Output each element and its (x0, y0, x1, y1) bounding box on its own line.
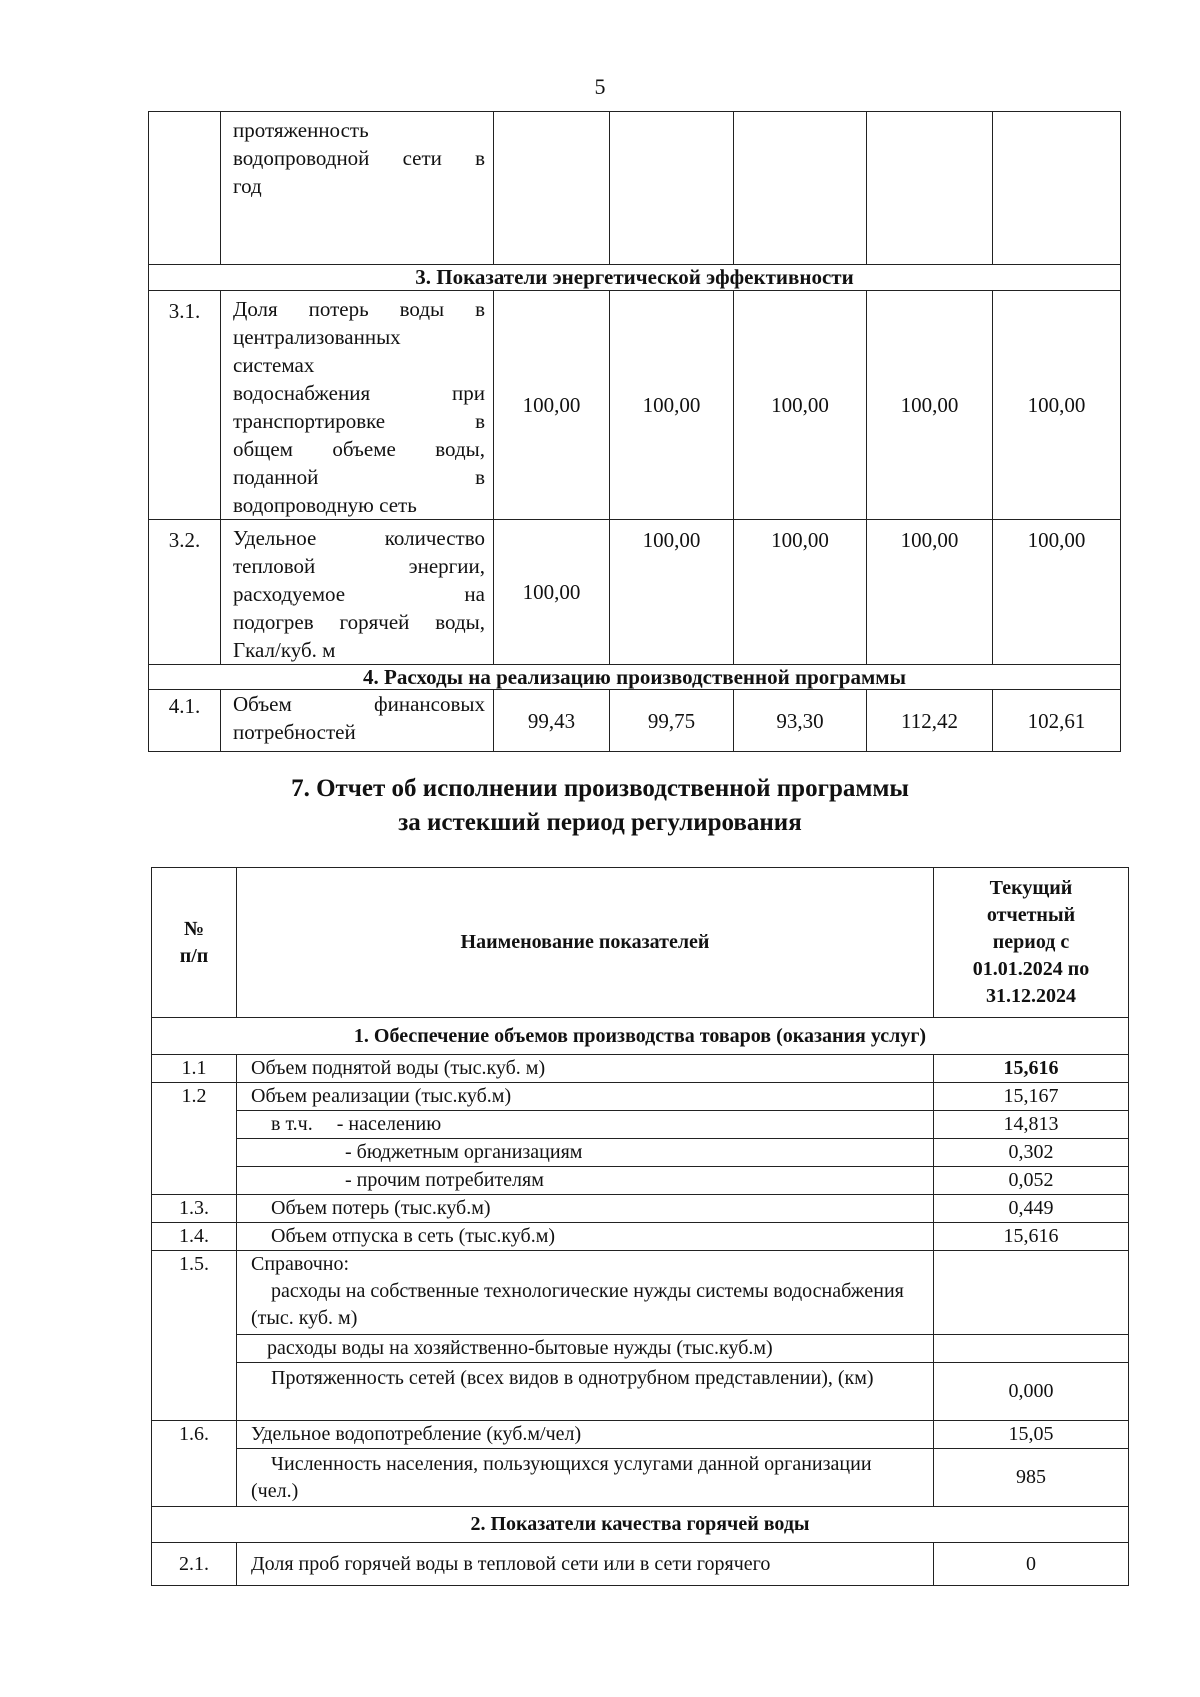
name-line: системах (233, 353, 315, 377)
table-row (152, 1363, 1129, 1421)
row-number: 1.3. (152, 1195, 237, 1223)
name-line: протяженность (233, 118, 369, 142)
value-cell: 100,00 (734, 520, 867, 665)
name-line: Объем финансовых (233, 692, 485, 716)
value-cell: 100,00 (867, 520, 993, 665)
section-title: 3. Показатели энергетической эффективности (149, 265, 1121, 291)
indicator-value: 0,449 (934, 1195, 1129, 1223)
row-number: 1.5. (152, 1251, 237, 1421)
indicator-name: Объем отпуска в сеть (тыс.куб.м) (237, 1223, 934, 1251)
value-cell: 100,00 (610, 520, 734, 665)
row-number: 4.1. (149, 690, 221, 752)
row-number: 1.6. (152, 1421, 237, 1507)
name-line: потребностей (233, 720, 356, 744)
section-title: 2. Показатели качества горячей воды (152, 1507, 1129, 1543)
indicator-value: 0 (934, 1543, 1129, 1586)
indicator-name (237, 1251, 934, 1335)
name-header: Наименование показателей (237, 868, 934, 1018)
report-heading-line2: за истекший период регулирования (398, 809, 802, 836)
indicator-value (934, 1251, 1129, 1335)
table-row (152, 1139, 1129, 1167)
section-title: 1. Обеспечение объемов производства товаров (оказания услуг) (152, 1018, 1129, 1055)
value-cell: 100,00 (494, 291, 610, 520)
value-cell: 100,00 (867, 291, 993, 520)
table-row (152, 1195, 1129, 1223)
value-cell (610, 112, 734, 265)
table-row (149, 690, 1121, 752)
table-row (152, 1449, 1129, 1507)
value-cell: 99,75 (610, 690, 734, 752)
indicator-name: расходы воды на хозяйственно-бытовые нужды (тыс.куб.м) (237, 1335, 934, 1363)
value-cell (993, 112, 1121, 265)
report-heading-line1: 7. Отчет об исполнении производственной программы (291, 775, 909, 802)
indicator-name: Объем потерь (тыс.куб.м) (237, 1195, 934, 1223)
indicator-name: Объем поднятой воды (тыс.куб. м) (237, 1055, 934, 1083)
indicator-value: 0,302 (934, 1139, 1129, 1167)
header-row (152, 868, 1129, 1018)
value-cell (734, 112, 867, 265)
table-row (152, 1223, 1129, 1251)
value-cell: 99,43 (494, 690, 610, 752)
section-row (152, 1507, 1129, 1543)
name-line: Доля потерь воды в (233, 297, 485, 321)
name-line: общем объеме воды, (233, 437, 485, 461)
table-row (152, 1543, 1129, 1586)
period-line: 31.12.2024 (986, 985, 1076, 1007)
indicator-value: 15,05 (934, 1421, 1129, 1449)
row-number: 1.1 (152, 1055, 237, 1083)
table-row (152, 1111, 1129, 1139)
value-cell: 100,00 (494, 520, 610, 665)
report-table (151, 867, 1129, 1586)
table-row (149, 520, 1121, 665)
table-row (152, 1251, 1129, 1335)
indicator-value: 985 (934, 1449, 1129, 1507)
section-row (149, 265, 1121, 291)
value-cell: 100,00 (734, 291, 867, 520)
name-line: централизованных (233, 325, 401, 349)
table-row (149, 112, 1121, 265)
indicator-name-cell (221, 291, 494, 520)
name-line: расходуемое на (233, 582, 485, 606)
indicator-name: Доля проб горячей воды в тепловой сети или в сети горячего (237, 1543, 934, 1586)
row-number: 3.1. (149, 291, 221, 520)
reference-title: Справочно: (251, 1253, 350, 1275)
num-cell (149, 112, 221, 265)
name-line: водопроводную сеть (233, 493, 417, 517)
value-cell (494, 112, 610, 265)
period-header (934, 868, 1129, 1018)
name-line: поданной в (233, 465, 485, 489)
row-number: 3.2. (149, 520, 221, 665)
section-row (149, 665, 1121, 690)
indicator-value (934, 1335, 1129, 1363)
table-row (152, 1055, 1129, 1083)
num-header-text: № п/п (179, 917, 209, 967)
indicator-name: Объем реализации (тыс.куб.м) (237, 1083, 934, 1111)
value-cell: 102,61 (993, 690, 1121, 752)
indicators-table (148, 111, 1121, 752)
indicator-name-cell (221, 520, 494, 665)
period-line: 01.01.2024 по (972, 958, 1090, 980)
reference-text: расходы на собственные технологические нужды системы водоснабжения (тыс. куб. м) (251, 1280, 904, 1329)
indicator-name: Протяженность сетей (всех видов в однотрубном представлении), (км) (237, 1363, 934, 1421)
name-line: тепловой энергии, (233, 554, 485, 578)
name-line: Гкал/куб. м (233, 638, 336, 662)
indicator-value: 15,616 (934, 1055, 1129, 1083)
indicator-value: 14,813 (934, 1111, 1129, 1139)
name-line: год (233, 174, 262, 198)
indicator-value: 0,000 (934, 1363, 1129, 1421)
subitem-name: - населению (336, 1113, 442, 1135)
num-header (152, 868, 237, 1018)
row-number: 1.4. (152, 1223, 237, 1251)
table-row (152, 1083, 1129, 1111)
value-cell (867, 112, 993, 265)
period-line: Текущий (989, 877, 1073, 899)
period-line: отчетный (986, 904, 1076, 926)
indicator-name: Удельное водопотребление (куб.м/чел) (237, 1421, 934, 1449)
name-line: транспортировке в (233, 409, 485, 433)
table-row (152, 1167, 1129, 1195)
indicator-name: Численность населения, пользующихся услугами данной организации (чел.) (237, 1449, 934, 1507)
row-number: 1.2 (152, 1083, 237, 1195)
page-number: 5 (594, 74, 606, 99)
indicator-name (237, 1111, 934, 1139)
period-line: период с (992, 931, 1070, 953)
name-line: водопроводной сети в (233, 146, 485, 170)
indicator-value: 15,616 (934, 1223, 1129, 1251)
indicator-value: 0,052 (934, 1167, 1129, 1195)
indicator-name: - прочим потребителям (237, 1167, 934, 1195)
indicator-name: - бюджетным организациям (237, 1139, 934, 1167)
indicator-name-cell (221, 690, 494, 752)
indicator-name-cell (221, 112, 494, 265)
row-number: 2.1. (152, 1543, 237, 1586)
name-line: водоснабжения при (233, 381, 485, 405)
value-cell: 100,00 (610, 291, 734, 520)
table-row (152, 1335, 1129, 1363)
table-row (149, 291, 1121, 520)
table-row (152, 1421, 1129, 1449)
value-cell: 93,30 (734, 690, 867, 752)
value-cell: 100,00 (993, 520, 1121, 665)
value-cell: 112,42 (867, 690, 993, 752)
value-cell: 100,00 (993, 291, 1121, 520)
name-line: подогрев горячей воды, (233, 610, 485, 634)
section-title: 4. Расходы на реализацию производственной программы (149, 665, 1121, 690)
indicator-value: 15,167 (934, 1083, 1129, 1111)
name-line: Удельное количество (233, 526, 485, 550)
section-row (152, 1018, 1129, 1055)
subitem-prefix: в т.ч. (271, 1113, 313, 1135)
